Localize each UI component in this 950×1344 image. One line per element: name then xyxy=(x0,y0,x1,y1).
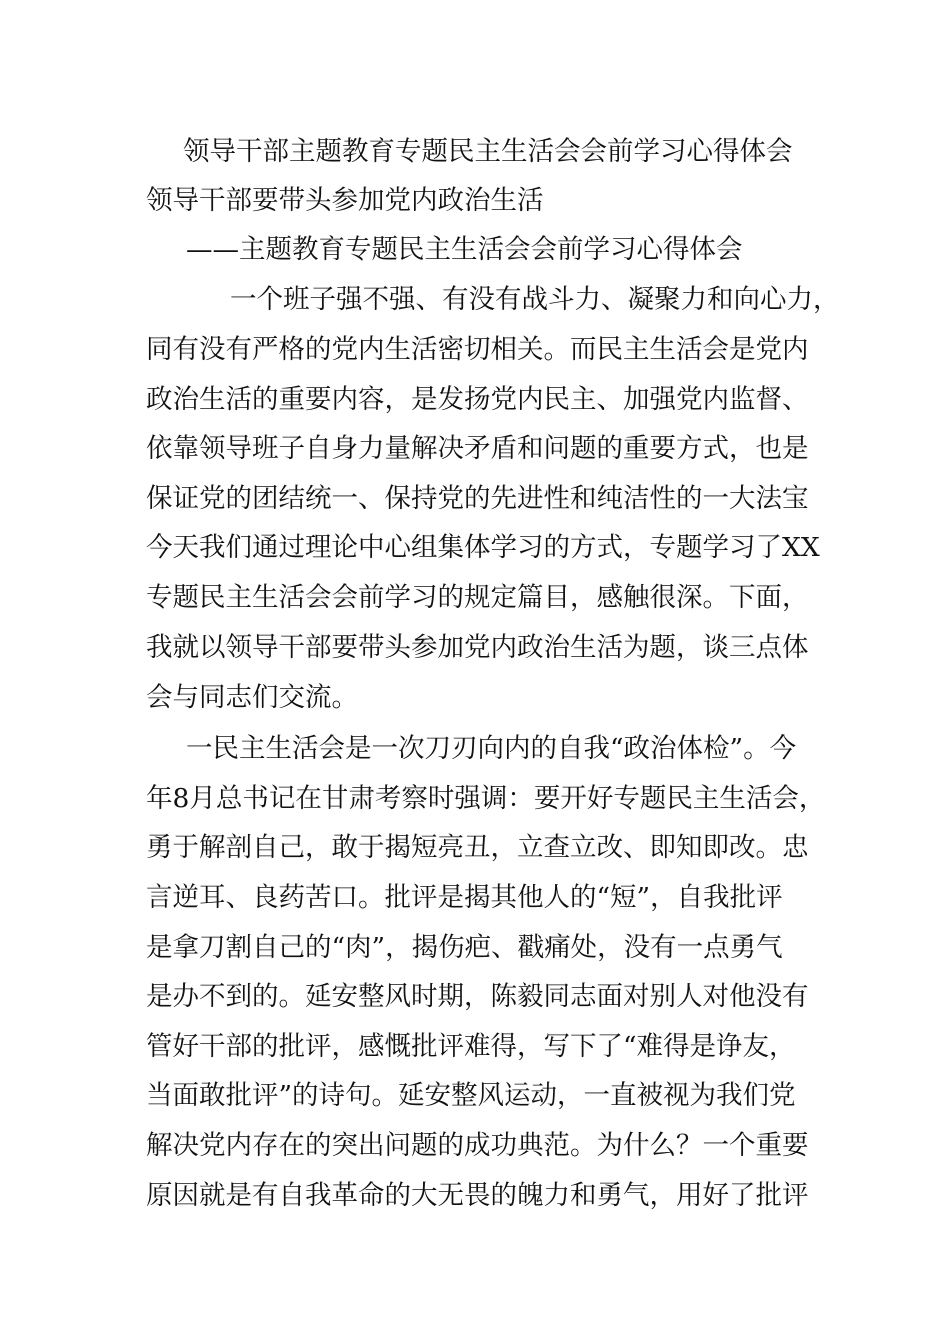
paragraph-line: 依靠领导班子自身力量解决矛盾和问题的重要方式，也是 xyxy=(146,433,809,464)
paragraph-line: 言逆耳、良药苦口。批评是揭其他人的“短”，自我批评 xyxy=(146,882,783,913)
paragraph-line: 是拿刀割自己的“肉”，揭伤疤、戳痛处，没有一点勇气 xyxy=(146,932,783,963)
document-subheading: ——主题教育专题民主生活会会前学习心得体会 xyxy=(186,234,743,265)
paragraph-line: 专题民主生活会会前学习的规定篇目，感触很深。下面， xyxy=(146,582,809,613)
paragraph-line: 一民主生活会是一次刀刃向内的自我“政治体检”。今 xyxy=(186,733,797,764)
paragraph-line: 保证党的团结统一、保持党的先进性和纯洁性的一大法宝 xyxy=(146,483,809,514)
paragraph-line: 同有没有严格的党内生活密切相关。而民主生活会是党内 xyxy=(146,334,809,365)
paragraph-line: 今天我们通过理论中心组集体学习的方式，专题学习了XX xyxy=(146,532,820,563)
paragraph-line: 管好干部的批评，感慨批评难得，写下了“难得是诤友， xyxy=(146,1031,796,1062)
document-title: 领导干部主题教育专题民主生活会会前学习心得体会 xyxy=(183,136,793,167)
paragraph-line: 会与同志们交流。 xyxy=(146,682,358,713)
paragraph-line: 是办不到的。延安整风时期，陈毅同志面对别人对他没有 xyxy=(146,981,809,1012)
paragraph-line: 当面敢批评”的诗句。延安整风运动，一直被视为我们党 xyxy=(146,1080,796,1111)
paragraph-line: 解决党内存在的突出问题的成功典范。为什么？一个重要 xyxy=(146,1130,809,1161)
paragraph-line: 勇于解剖自己，敢于揭短亮丑，立查立改、即知即改。忠 xyxy=(146,832,809,863)
paragraph-line: 一个班子强不强、有没有战斗力、凝聚力和向心力， xyxy=(230,284,840,315)
document-heading: 领导干部要带头参加党内政治生活 xyxy=(146,185,544,216)
paragraph-line: 政治生活的重要内容，是发扬党内民主、加强党内监督、 xyxy=(146,384,809,415)
paragraph-line: 我就以领导干部要带头参加党内政治生活为题，谈三点体 xyxy=(146,632,809,663)
paragraph-line: 年8月总书记在甘肃考察时强调：要开好专题民主生活会， xyxy=(146,783,826,814)
paragraph-line: 原因就是有自我革命的大无畏的魄力和勇气，用好了批评 xyxy=(146,1180,809,1211)
